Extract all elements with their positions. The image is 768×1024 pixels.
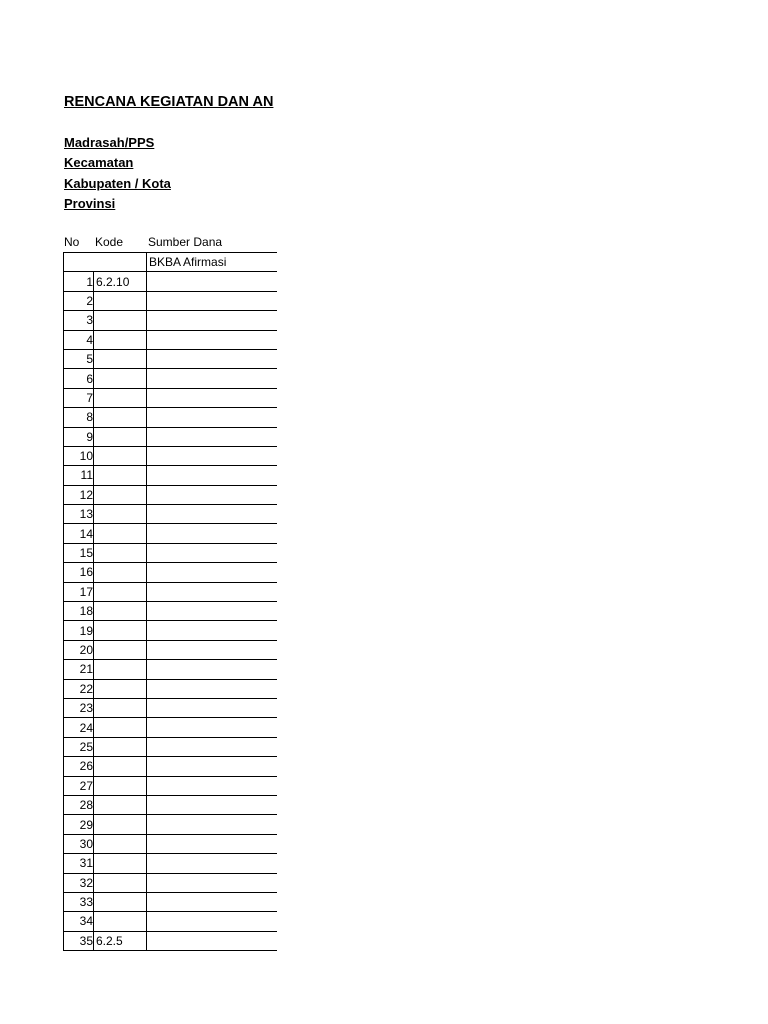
table-row: [64, 543, 277, 562]
page-title: RENCANA KEGIATAN DAN AN: [64, 94, 274, 110]
table-row: [64, 446, 277, 465]
kode-cell: [94, 505, 147, 524]
sumber-dana-cell: [147, 931, 277, 950]
table-row: [64, 737, 277, 756]
row-number-cell: 19: [64, 621, 94, 640]
sumber-dana-cell: [147, 330, 277, 349]
row-number-cell: 13: [64, 505, 94, 524]
table-row: [64, 660, 277, 679]
sumber-dana-cell: [147, 369, 277, 388]
column-header-kode: Kode: [95, 235, 124, 249]
table-row: [64, 640, 277, 659]
table-row: [64, 834, 277, 853]
kode-cell: [94, 408, 147, 427]
sumber-dana-cell: [147, 485, 277, 504]
table-row: [64, 563, 277, 582]
kode-cell: [94, 621, 147, 640]
column-header-sumber-dana: Sumber Dana: [148, 235, 223, 249]
table-row: [64, 427, 277, 446]
budget-table-body: [64, 253, 277, 951]
sumber-dana-cell: [147, 795, 277, 814]
column-header-no: No: [64, 235, 80, 249]
budget-table: [63, 252, 277, 951]
table-row: [64, 369, 277, 388]
table-row: [64, 621, 277, 640]
kode-cell: [94, 757, 147, 776]
row-number-cell: 20: [64, 640, 94, 659]
kode-cell: [94, 388, 147, 407]
row-number-cell: 21: [64, 660, 94, 679]
sumber-dana-cell: [147, 640, 277, 659]
kode-cell: [94, 834, 147, 853]
table-row: [64, 679, 277, 698]
table-row: [64, 505, 277, 524]
row-number-cell: 35: [64, 931, 94, 950]
row-number-cell: 16: [64, 563, 94, 582]
row-number-cell: 9: [64, 427, 94, 446]
sumber-dana-cell: [147, 698, 277, 717]
kode-cell: [94, 291, 147, 310]
table-row: [64, 718, 277, 737]
table-row: [64, 912, 277, 931]
kode-cell: [94, 640, 147, 659]
sumber-dana-cell: [147, 834, 277, 853]
table-row: [64, 466, 277, 485]
sumber-dana-cell: [147, 737, 277, 756]
kode-cell: [94, 466, 147, 485]
kode-cell: [94, 485, 147, 504]
table-row: [64, 388, 277, 407]
sumber-dana-cell: [147, 621, 277, 640]
table-row: [64, 698, 277, 717]
row-number-cell: 22: [64, 679, 94, 698]
kode-cell: [94, 718, 147, 737]
row-number-cell: 12: [64, 485, 94, 504]
sumber-dana-cell: [147, 272, 277, 291]
sumber-dana-cell: [147, 349, 277, 368]
sumber-dana-cell: [147, 446, 277, 465]
kode-cell: [94, 795, 147, 814]
sumber-dana-cell: [147, 776, 277, 795]
row-number-cell: 28: [64, 795, 94, 814]
madrasah-label: Madrasah/PPS: [64, 135, 155, 150]
kode-cell: [94, 369, 147, 388]
row-number-cell: 8: [64, 408, 94, 427]
row-number-cell: 3: [64, 311, 94, 330]
row-number-cell: 17: [64, 582, 94, 601]
sumber-dana-cell: [147, 854, 277, 873]
table-row: [64, 931, 277, 950]
sumber-dana-cell: [147, 602, 277, 621]
kode-cell: 6.2.10: [94, 272, 147, 291]
kode-cell: [94, 349, 147, 368]
sumber-dana-cell: [147, 582, 277, 601]
row-number-cell: 26: [64, 757, 94, 776]
table-row: [64, 272, 277, 291]
table-row: [64, 854, 277, 873]
sumber-dana-cell: [147, 912, 277, 931]
row-number-cell: 23: [64, 698, 94, 717]
sumber-dana-cell: [147, 524, 277, 543]
kecamatan-label: Kecamatan: [64, 155, 134, 170]
sumber-dana-cell: [147, 660, 277, 679]
sumber-dana-cell: [147, 388, 277, 407]
row-number-cell: 5: [64, 349, 94, 368]
sumber-dana-cell: [147, 757, 277, 776]
table-row: [64, 485, 277, 504]
kabupaten-kota-label: Kabupaten / Kota: [64, 176, 171, 191]
table-row: [64, 892, 277, 911]
sumber-dana-cell: [147, 311, 277, 330]
row-number-cell: 15: [64, 543, 94, 562]
table-row: [64, 776, 277, 795]
kode-cell: [94, 912, 147, 931]
table-row: [64, 524, 277, 543]
row-number-cell: 4: [64, 330, 94, 349]
row-number-cell: 18: [64, 602, 94, 621]
sumber-dana-cell: [147, 466, 277, 485]
row-number-cell: 2: [64, 291, 94, 310]
kode-cell: [94, 776, 147, 795]
row-number-cell: 31: [64, 854, 94, 873]
kode-cell: [94, 543, 147, 562]
kode-cell: [94, 311, 147, 330]
kode-cell: 6.2.5: [94, 931, 147, 950]
row-number-cell: 10: [64, 446, 94, 465]
table-row: [64, 795, 277, 814]
kode-cell: [94, 815, 147, 834]
sumber-dana-cell: [147, 718, 277, 737]
sub-header-blank-cell: [64, 253, 147, 272]
kode-cell: [94, 737, 147, 756]
table-row: [64, 757, 277, 776]
row-number-cell: 7: [64, 388, 94, 407]
table-row: [64, 330, 277, 349]
row-number-cell: 25: [64, 737, 94, 756]
sumber-dana-cell: [147, 505, 277, 524]
sumber-dana-cell: [147, 408, 277, 427]
sumber-dana-cell: [147, 873, 277, 892]
sumber-dana-cell: [147, 892, 277, 911]
row-number-cell: 32: [64, 873, 94, 892]
table-row: [64, 602, 277, 621]
row-number-cell: 6: [64, 369, 94, 388]
table-row: [64, 582, 277, 601]
row-number-cell: 24: [64, 718, 94, 737]
table-row: [64, 349, 277, 368]
table-row: [64, 291, 277, 310]
kode-cell: [94, 330, 147, 349]
provinsi-label: Provinsi: [64, 196, 116, 211]
sumber-dana-cell: [147, 427, 277, 446]
kode-cell: [94, 660, 147, 679]
sumber-dana-cell: [147, 815, 277, 834]
kode-cell: [94, 446, 147, 465]
sumber-dana-cell: [147, 291, 277, 310]
sumber-dana-cell: [147, 679, 277, 698]
row-number-cell: 27: [64, 776, 94, 795]
row-number-cell: 11: [64, 466, 94, 485]
row-number-cell: 30: [64, 834, 94, 853]
sumber-dana-cell: [147, 563, 277, 582]
kode-cell: [94, 698, 147, 717]
sub-header-sumber-dana: BKBA Afirmasi: [147, 253, 277, 272]
row-number-cell: 29: [64, 815, 94, 834]
sumber-dana-cell: [147, 543, 277, 562]
table-row: [64, 408, 277, 427]
table-row: [64, 311, 277, 330]
kode-cell: [94, 524, 147, 543]
kode-cell: [94, 427, 147, 446]
row-number-cell: 34: [64, 912, 94, 931]
sub-header-row: [64, 253, 277, 272]
kode-cell: [94, 873, 147, 892]
table-row: [64, 873, 277, 892]
kode-cell: [94, 854, 147, 873]
kode-cell: [94, 679, 147, 698]
kode-cell: [94, 563, 147, 582]
kode-cell: [94, 602, 147, 621]
row-number-cell: 14: [64, 524, 94, 543]
kode-cell: [94, 582, 147, 601]
kode-cell: [94, 892, 147, 911]
table-row: [64, 815, 277, 834]
row-number-cell: 33: [64, 892, 94, 911]
row-number-cell: 1: [64, 272, 94, 291]
